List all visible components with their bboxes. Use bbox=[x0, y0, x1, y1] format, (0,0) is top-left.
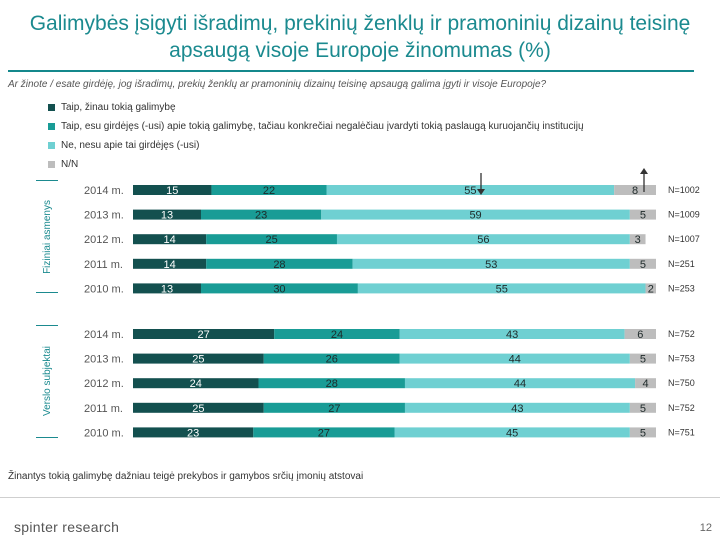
year-label: 2012 m. bbox=[84, 234, 124, 247]
data-label: 8 bbox=[632, 185, 639, 197]
data-label: 55 bbox=[495, 283, 508, 296]
data-label: 25 bbox=[192, 402, 205, 415]
page-number: 12 bbox=[699, 522, 712, 534]
data-label: 23 bbox=[187, 427, 200, 440]
sample-size-label: N=752 bbox=[668, 329, 695, 339]
year-label: 2013 m. bbox=[84, 209, 124, 222]
year-label: 2014 m. bbox=[84, 185, 124, 197]
data-label: 25 bbox=[192, 353, 205, 366]
footnote: Žinantys tokią galimybę dažniau teigė prekybos ir gamybos srčių įmonių atstovai bbox=[8, 471, 364, 482]
data-label: 15 bbox=[166, 185, 179, 197]
year-label: 2010 m. bbox=[84, 427, 124, 440]
year-label: 2011 m. bbox=[84, 402, 123, 415]
data-label: 2 bbox=[647, 283, 654, 296]
footer-divider bbox=[0, 497, 720, 498]
data-label: 25 bbox=[265, 234, 278, 247]
legend-label: N/N bbox=[61, 159, 79, 170]
legend-label: Taip, esu girdėjęs (-usi) apie tokią galimybę, tačiau konkrečiai negalėčiau įvardyti tokią paslaugą kuruojančių institucijų bbox=[61, 121, 584, 132]
data-label: 5 bbox=[639, 209, 646, 222]
data-label: 27 bbox=[197, 329, 210, 341]
sample-size-label: N=253 bbox=[668, 283, 695, 294]
data-label: 13 bbox=[160, 209, 174, 222]
data-label: 43 bbox=[506, 329, 519, 341]
group-label-individuals: Fiziniai asmenys bbox=[36, 181, 58, 292]
data-label: 45 bbox=[506, 427, 519, 440]
data-label: 22 bbox=[262, 185, 276, 197]
legend-label: Ne, nesu apie tai girdėjęs (-usi) bbox=[61, 140, 200, 151]
brand-logo: spinter research bbox=[14, 519, 120, 535]
sample-size-label: N=750 bbox=[668, 378, 695, 389]
data-label: 55 bbox=[464, 185, 477, 197]
data-label: 6 bbox=[637, 329, 644, 341]
data-label: 30 bbox=[273, 283, 286, 296]
data-label: 43 bbox=[511, 402, 524, 415]
data-label: 44 bbox=[508, 353, 521, 366]
data-label: 3 bbox=[634, 234, 641, 247]
sample-size-label: N=1002 bbox=[668, 185, 700, 195]
year-label: 2013 m. bbox=[84, 353, 124, 366]
year-label: 2012 m. bbox=[84, 378, 124, 391]
data-label: 23 bbox=[255, 209, 268, 222]
legend-label: Taip, žinau tokią galimybę bbox=[61, 102, 176, 113]
survey-question: Ar žinote / esate girdėję, jog išradimų, prekių ženklų ar pramoninių dizainų teisinę apsaugą galima įgyti ir visoje Europoje? bbox=[8, 79, 547, 90]
data-label: 44 bbox=[513, 378, 527, 391]
data-label: 28 bbox=[325, 378, 338, 391]
year-label: 2014 m. bbox=[84, 329, 124, 341]
data-label: 4 bbox=[642, 378, 649, 391]
data-label: 14 bbox=[163, 258, 176, 271]
data-label: 5 bbox=[639, 402, 646, 415]
data-label: 26 bbox=[325, 353, 338, 366]
data-label: 5 bbox=[639, 353, 646, 366]
sample-size-label: N=751 bbox=[668, 427, 695, 438]
page-title: Galimybės įsigyti išradimų, prekinių ženklų ir pramoninių dizainų teisinę apsaugą visoje Europoje žinomumas (%) bbox=[29, 12, 691, 62]
data-label: 5 bbox=[639, 258, 646, 271]
sample-size-label: N=1009 bbox=[668, 209, 700, 220]
data-label: 27 bbox=[317, 427, 331, 440]
sample-size-label: N=1007 bbox=[668, 234, 700, 245]
sample-size-label: N=752 bbox=[668, 402, 695, 413]
data-label: 59 bbox=[469, 209, 482, 222]
data-label: 28 bbox=[273, 258, 286, 271]
trend-arrow-up-head bbox=[640, 168, 648, 174]
data-label: 24 bbox=[189, 378, 202, 391]
data-label: 13 bbox=[160, 283, 174, 296]
group-label-businesses: Verslo subjektai bbox=[36, 326, 58, 437]
data-label: 24 bbox=[330, 329, 344, 341]
data-label: 5 bbox=[639, 427, 646, 440]
data-label: 14 bbox=[163, 234, 176, 247]
data-label: 53 bbox=[485, 258, 498, 271]
year-label: 2010 m. bbox=[84, 283, 124, 296]
data-label: 56 bbox=[477, 234, 490, 247]
sample-size-label: N=753 bbox=[668, 353, 695, 364]
year-label: 2011 m. bbox=[84, 258, 123, 271]
data-label: 27 bbox=[328, 402, 341, 415]
sample-size-label: N=251 bbox=[668, 258, 695, 269]
